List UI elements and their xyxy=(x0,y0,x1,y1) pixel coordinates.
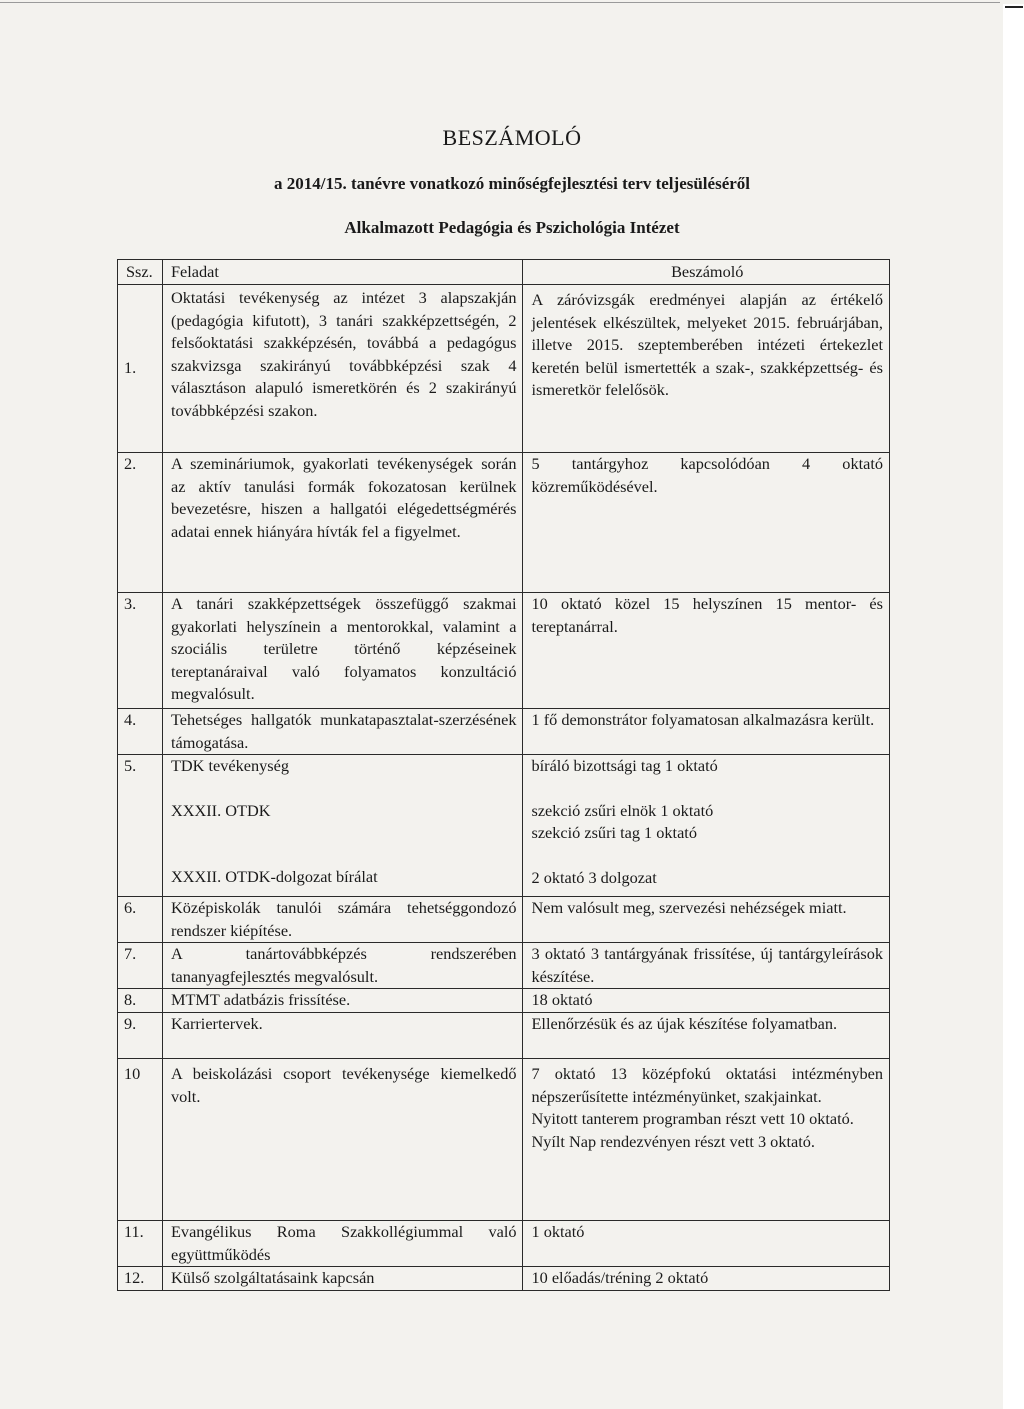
report-line: szekció zsűri tag 1 oktató xyxy=(531,823,697,842)
row-task: Karriertervek. xyxy=(162,1013,523,1059)
row-task: Külső szolgáltatásaink kapcsán xyxy=(162,1267,523,1291)
row-report: 1 fő demonstrátor folyamatosan alkalmazásra került. xyxy=(523,709,890,755)
row-number: 3. xyxy=(118,593,163,709)
table-row xyxy=(118,1013,890,1059)
scan-right-margin xyxy=(1003,4,1024,1409)
row-report: 3 oktató 3 tantárgyának frissítése, új tantárgyleírások készítése. xyxy=(523,943,890,989)
row-number: 4. xyxy=(118,709,163,755)
header-report: Beszámoló xyxy=(523,260,890,285)
row-report: Nem valósult meg, szervezési nehézségek miatt. xyxy=(523,897,890,943)
row-report xyxy=(523,1059,890,1221)
task-line: XXXII. OTDK xyxy=(170,800,271,820)
task-line: XXXII. OTDK-dolgozat bírálat xyxy=(170,867,378,886)
row-number: 6. xyxy=(118,897,163,943)
table-row xyxy=(118,593,890,709)
header-num: Ssz. xyxy=(118,260,163,285)
task-line: TDK tevékenység xyxy=(170,756,289,775)
row-number: 10 xyxy=(118,1059,163,1221)
report-line: 2 oktató 3 dolgozat xyxy=(531,867,657,887)
document-title: BESZÁMOLÓ xyxy=(442,125,582,150)
table-row xyxy=(118,1267,890,1291)
institute-name: Alkalmazott Pedagógia és Pszichológia Intézet xyxy=(344,218,680,237)
table-row xyxy=(118,709,890,755)
row-number: 5. xyxy=(118,755,163,897)
row-task: A tanártovábbképzés rendszerében tananyagfejlesztés megvalósult. xyxy=(162,943,523,989)
scan-edge-mark xyxy=(1005,6,1023,8)
row-report: Ellenőrzésük és az újak készítése folyamatban. xyxy=(523,1013,890,1059)
header-task: Feladat xyxy=(162,260,523,285)
table-header-row xyxy=(118,260,890,285)
table-row xyxy=(118,943,890,989)
row-report: 5 tantárgyhoz kapcsolódóan 4 oktató közreműködésével. xyxy=(523,453,890,593)
table-row xyxy=(118,897,890,943)
row-number: 8. xyxy=(118,989,163,1013)
report-table xyxy=(117,259,890,1291)
row-number: 9. xyxy=(118,1013,163,1059)
table-row xyxy=(118,755,890,897)
row-task: A szemináriumok, gyakorlati tevékenységek során az aktív tanulási formák fokozatosan kerülnek bevezetésre, hiszen a hallgatói elégedettségmérés adatai ennek hiányára hívták fel a figyelmet. xyxy=(162,453,523,593)
table-row xyxy=(118,989,890,1013)
report-line: Nyitott tanterem programban részt vett 10 oktató. xyxy=(531,1109,854,1128)
row-task xyxy=(162,755,523,897)
row-task: A beiskolázási csoport tevékenysége kiemelkedő volt. xyxy=(162,1059,523,1221)
row-number: 2. xyxy=(118,453,163,593)
row-number: 7. xyxy=(118,943,163,989)
row-number: 11. xyxy=(118,1221,163,1267)
row-report: 1 oktató xyxy=(523,1221,890,1267)
row-report: 10 előadás/tréning 2 oktató xyxy=(523,1267,890,1291)
row-number: 12. xyxy=(118,1267,163,1291)
table-row xyxy=(118,285,890,453)
row-task: Evangélikus Roma Szakkollégiummal való együttműködés xyxy=(162,1221,523,1267)
row-task: Középiskolák tanulói számára tehetséggondozó rendszer kiépítése. xyxy=(162,897,523,943)
table-row xyxy=(118,453,890,593)
row-report: 10 oktató közel 15 helyszínen 15 mentor- és tereptanárral. xyxy=(523,593,890,709)
row-task: Oktatási tevékenység az intézet 3 alapszakján (pedagógia kifutott), 3 tanári szakképzettségén, 2 felsőoktatási szakképzésén, továbbá a pedagógus szakvizsga szakirányú továbbképzési szak 4 választáson alapuló ismeretkörén és 2 szakirányú továbbképzési szakon. xyxy=(162,285,523,453)
row-task: A tanári szakképzettségek összefüggő szakmai gyakorlati helyszínein a mentorokkal, valamint a szociális területre történő képzéseinek tereptanáraival való folyamatos konzultáció megvalósult. xyxy=(162,593,523,709)
report-line: 7 oktató 13 középfokú oktatási intézményben népszerűsítette intézményünket, szakjainkat. xyxy=(531,1064,883,1106)
report-line: Nyílt Nap rendezvényen részt vett 3 oktató. xyxy=(531,1131,815,1151)
row-report: A záróvizsgák eredményei alapján az értékelő jelentések elkészültek, melyeket 2015. februárjában, illetve 2015. szeptemberében intézeti értekezlet keretén belül ismertették a szak-, szakképzettség- és ismeretkör felelősök. xyxy=(523,285,890,453)
report-line: szekció zsűri elnök 1 oktató xyxy=(531,800,714,820)
document-subtitle: a 2014/15. tanévre vonatkozó minőségfejlesztési terv teljesüléséről xyxy=(273,174,751,193)
row-task: Tehetséges hallgatók munkatapasztalat-szerzésének támogatása. xyxy=(162,709,523,755)
row-report xyxy=(523,755,890,897)
report-line: bíráló bizottsági tag 1 oktató xyxy=(531,756,718,775)
row-report: 18 oktató xyxy=(523,989,890,1013)
scan-top-edge xyxy=(0,2,1000,3)
row-number: 1. xyxy=(118,285,163,453)
table-row xyxy=(118,1059,890,1221)
table-row xyxy=(118,1221,890,1267)
row-task: MTMT adatbázis frissítése. xyxy=(162,989,523,1013)
